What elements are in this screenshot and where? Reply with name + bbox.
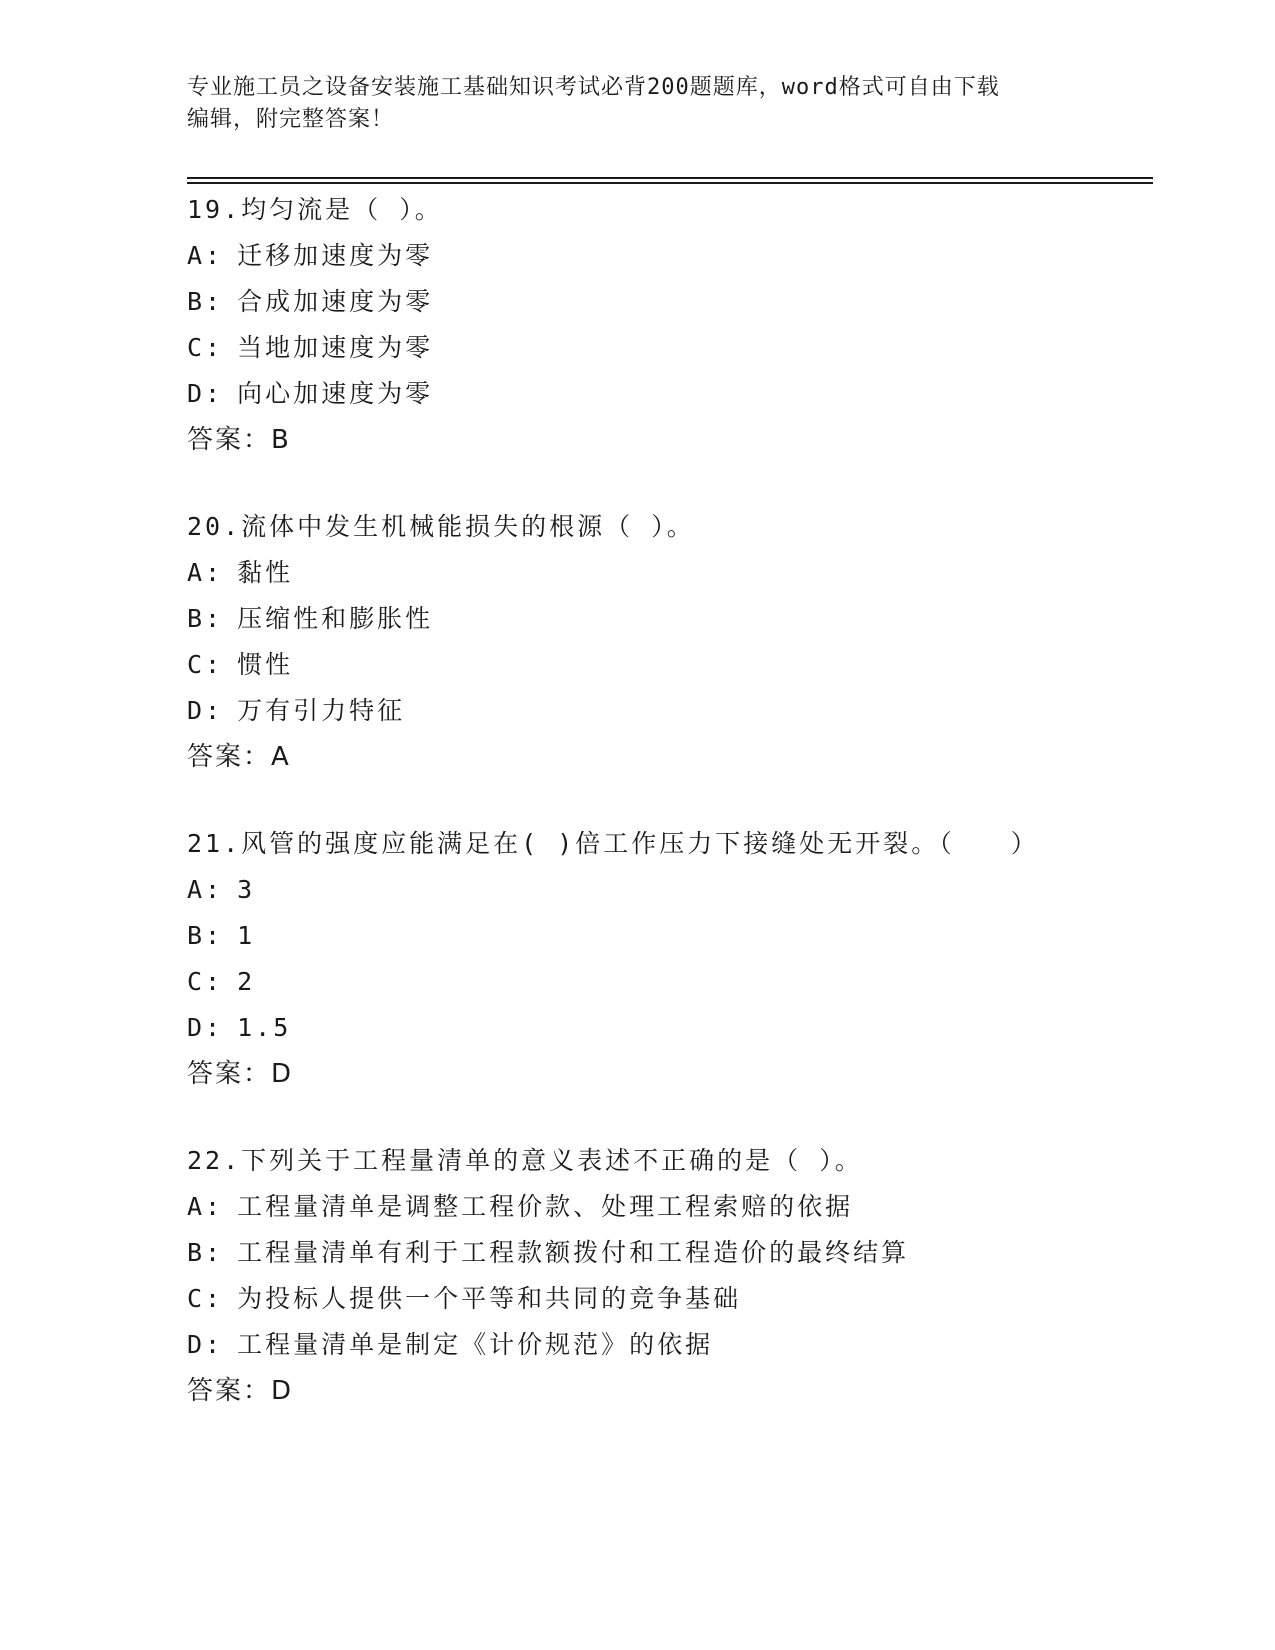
question-stem: 19.均匀流是（ ）。 — [187, 195, 443, 224]
answer-label: 答案：D — [187, 1059, 294, 1089]
question-20 — [187, 504, 1147, 780]
option-a — [187, 233, 1147, 279]
option-text: 万有引力特征 — [237, 696, 406, 725]
option-a — [187, 1184, 1147, 1230]
answer-label: 答案：D — [187, 1376, 294, 1406]
option-letter: B: — [187, 1238, 224, 1267]
option-letter: C: — [187, 967, 224, 996]
option-letter: D: — [187, 696, 224, 725]
option-letter: C: — [187, 1284, 224, 1313]
option-a — [187, 550, 1147, 596]
option-text: 工程量清单是制定《计价规范》的依据 — [237, 1330, 714, 1359]
option-letter: A: — [187, 1192, 224, 1221]
option-text: 惯性 — [237, 650, 294, 679]
option-letter: A: — [187, 241, 224, 270]
option-text: 当地加速度为零 — [237, 333, 434, 362]
option-text: 工程量清单有利于工程款额拨付和工程造价的最终结算 — [237, 1238, 910, 1267]
document-header — [187, 72, 1087, 136]
option-letter: D: — [187, 379, 224, 408]
option-d — [187, 1005, 1147, 1051]
option-text: 工程量清单是调整工程价款、处理工程索赔的依据 — [237, 1192, 854, 1221]
option-letter: D: — [187, 1330, 224, 1359]
option-letter: C: — [187, 333, 224, 362]
option-c — [187, 642, 1147, 688]
option-text: 1.5 — [237, 1013, 292, 1042]
option-c — [187, 1276, 1147, 1322]
header-divider-bottom — [187, 182, 1153, 184]
option-text: 合成加速度为零 — [237, 287, 434, 316]
option-text: 1 — [237, 921, 256, 950]
header-divider-top — [187, 177, 1153, 179]
option-d — [187, 688, 1147, 734]
option-b — [187, 1230, 1147, 1276]
header-line-1: 专业施工员之设备安装施工基础知识考试必背200题题库，word格式可自由下载 — [187, 75, 1000, 100]
header-line-2: 编辑，附完整答案！ — [187, 107, 395, 132]
option-text: 向心加速度为零 — [237, 379, 434, 408]
option-c — [187, 959, 1147, 1005]
option-b — [187, 596, 1147, 642]
question-21 — [187, 821, 1147, 1097]
option-letter: A: — [187, 875, 224, 904]
option-text: 压缩性和膨胀性 — [237, 604, 434, 633]
option-letter: B: — [187, 921, 224, 950]
option-text: 为投标人提供一个平等和共同的竞争基础 — [237, 1284, 742, 1313]
option-text: 2 — [237, 967, 256, 996]
option-a — [187, 867, 1147, 913]
option-b — [187, 913, 1147, 959]
question-stem: 22.下列关于工程量清单的意义表述不正确的是（ ）。 — [187, 1146, 863, 1175]
question-22 — [187, 1138, 1147, 1414]
option-b — [187, 279, 1147, 325]
option-letter: B: — [187, 287, 224, 316]
option-letter: A: — [187, 558, 224, 587]
option-c — [187, 325, 1147, 371]
question-stem: 20.流体中发生机械能损失的根源（ ）。 — [187, 512, 695, 541]
answer-label: 答案：A — [187, 742, 291, 772]
option-letter: C: — [187, 650, 224, 679]
question-stem: 21.风管的强度应能满足在( )倍工作压力下接缝处无开裂。（ ） — [187, 829, 1039, 858]
option-letter: D: — [187, 1013, 224, 1042]
option-text: 3 — [237, 875, 256, 904]
question-19 — [187, 187, 1147, 463]
option-letter: B: — [187, 604, 224, 633]
option-d — [187, 371, 1147, 417]
answer-label: 答案：B — [187, 425, 291, 455]
option-text: 迁移加速度为零 — [237, 241, 434, 270]
option-d — [187, 1322, 1147, 1368]
option-text: 黏性 — [237, 558, 294, 587]
